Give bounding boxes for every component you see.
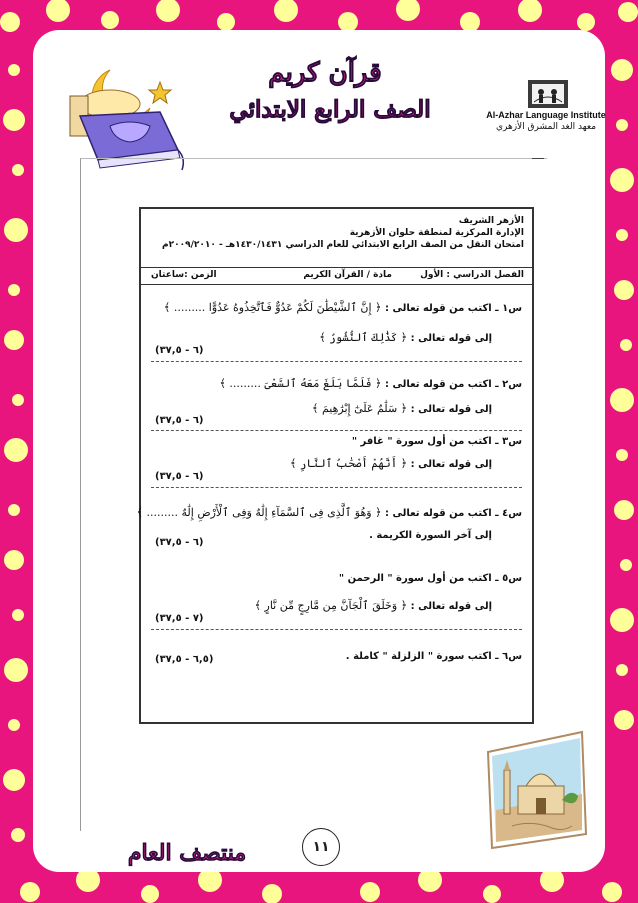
question-4-end: إلى آخر السورة الكريمة .: [369, 530, 492, 541]
question-3-end: إلى قوله تعالى : ﴿ أَنَّهُمْ أَصْحَٰبُ ٱلنَّارِ ﴾: [289, 457, 492, 470]
semester-label: الفصل الدراسي : الأول: [420, 270, 524, 280]
score-5: (٧ - ٣٧,٥): [155, 613, 204, 624]
frame-corner-mark: [532, 158, 544, 159]
mosque-clipart-icon: [482, 730, 590, 850]
score-2: (٦ - ٣٧,٥): [155, 415, 204, 426]
exam-paper: [136, 207, 534, 724]
exam-meta-row: [141, 267, 532, 285]
header-line: الأزهر الشريف: [458, 216, 524, 226]
separator: [151, 361, 522, 362]
verse-end: ﴿ كَذَٰلِكَ ٱلنُّشُورُ ﴾: [319, 331, 408, 344]
page-number-badge: ١١: [302, 828, 340, 866]
score-1: (٦ - ٣٧,٥): [155, 345, 204, 356]
separator: [151, 487, 522, 488]
separator: [151, 430, 522, 431]
separator: [151, 629, 522, 630]
grade-subtitle: الصف الرابع الابتدائي: [229, 96, 431, 123]
institute-name-en: Al-Azhar Language Institute: [486, 110, 606, 120]
institute-name-ar: معهد الغد المشرق الأزهري: [495, 122, 597, 132]
exam-header: [149, 215, 524, 251]
time-label: الزمن :ساعتان: [151, 270, 217, 280]
page-title: قرآن كريم: [268, 58, 382, 88]
question-1: س١ ـ اكتب من قوله تعالى : ﴿ إِنَّ ٱلشَّيْطَٰنَ لَكُمْ عَدُوٌّ فَٱتَّخِذُوهُ عَدُوًّا ......... ﴾: [163, 301, 522, 314]
score-6: (٦,٥ - ٣٧,٥): [155, 654, 214, 665]
verse-end: ﴿ أَنَّهُمْ أَصْحَٰبُ ٱلنَّارِ ﴾: [289, 457, 408, 470]
question-5-end: إلى قوله تعالى : ﴿ وَخَلَقَ ٱلْجَآنَّ مِن مَّارِجٍ مِّن نَّارٍ ﴾: [254, 599, 492, 612]
score-3: (٦ - ٣٧,٥): [155, 471, 204, 482]
footer-label: منتصف العام: [127, 840, 247, 866]
question-4: س٤ ـ اكتب من قوله تعالى : ﴿ وَهُوَ ٱلَّذِى فِى ٱلسَّمَآءِ إِلَٰهٌ وَفِى ٱلْأَرْضِ إِلَٰهٌ ......... ﴾: [136, 506, 522, 519]
verse-end: ﴿ وَخَلَقَ ٱلْجَآنَّ مِن مَّارِجٍ مِّن نَّارٍ ﴾: [254, 599, 408, 612]
question-1-end: إلى قوله تعالى : ﴿ كَذَٰلِكَ ٱلنُّشُورُ ﴾: [319, 331, 492, 344]
question-2: س٢ ـ اكتب من قوله تعالى : ﴿ فَلَمَّا بَلَغَ مَعَهُ ٱلسَّعْىَ ......... ﴾: [219, 377, 522, 390]
subject-label: مادة / القرآن الكريم: [303, 270, 392, 280]
verse-start: ﴿ إِنَّ ٱلشَّيْطَٰنَ لَكُمْ عَدُوٌّ فَٱتَّخِذُوهُ عَدُوًّا ......... ﴾: [163, 301, 382, 314]
question-6: س٦ ـ اكتب سورة " الزلزلة " كاملة .: [345, 651, 522, 662]
question-5: س٥ ـ اكتب من أول سورة " الرحمن ": [338, 573, 522, 584]
question-2-end: إلى قوله تعالى : ﴿ سَلَٰمٌ عَلَىٰٓ إِبْرَٰهِيمَ ﴾: [312, 402, 492, 415]
verse-end: ﴿ سَلَٰمٌ عَلَىٰٓ إِبْرَٰهِيمَ ﴾: [312, 402, 408, 415]
verse-start: ﴿ فَلَمَّا بَلَغَ مَعَهُ ٱلسَّعْىَ ......... ﴾: [219, 377, 382, 390]
header-line: الإدارة المركزية لمنطقة حلوان الأزهرية: [349, 228, 524, 238]
question-3: س٣ ـ اكتب من أول سورة " غافر ": [351, 436, 522, 447]
score-4: (٦ - ٣٧,٥): [155, 537, 204, 548]
quran-clipart-icon: [40, 56, 190, 174]
header-line: امتحان النقل من الصف الرابع الابتدائي للعام الدراسي ١٤٣٠/١٤٣١هـ - ٢٠٠٩/٢٠١٠م: [162, 240, 524, 250]
verse-start: ﴿ وَهُوَ ٱلَّذِى فِى ٱلسَّمَآءِ إِلَٰهٌ وَفِى ٱلْأَرْضِ إِلَٰهٌ ......... ﴾: [136, 506, 382, 519]
